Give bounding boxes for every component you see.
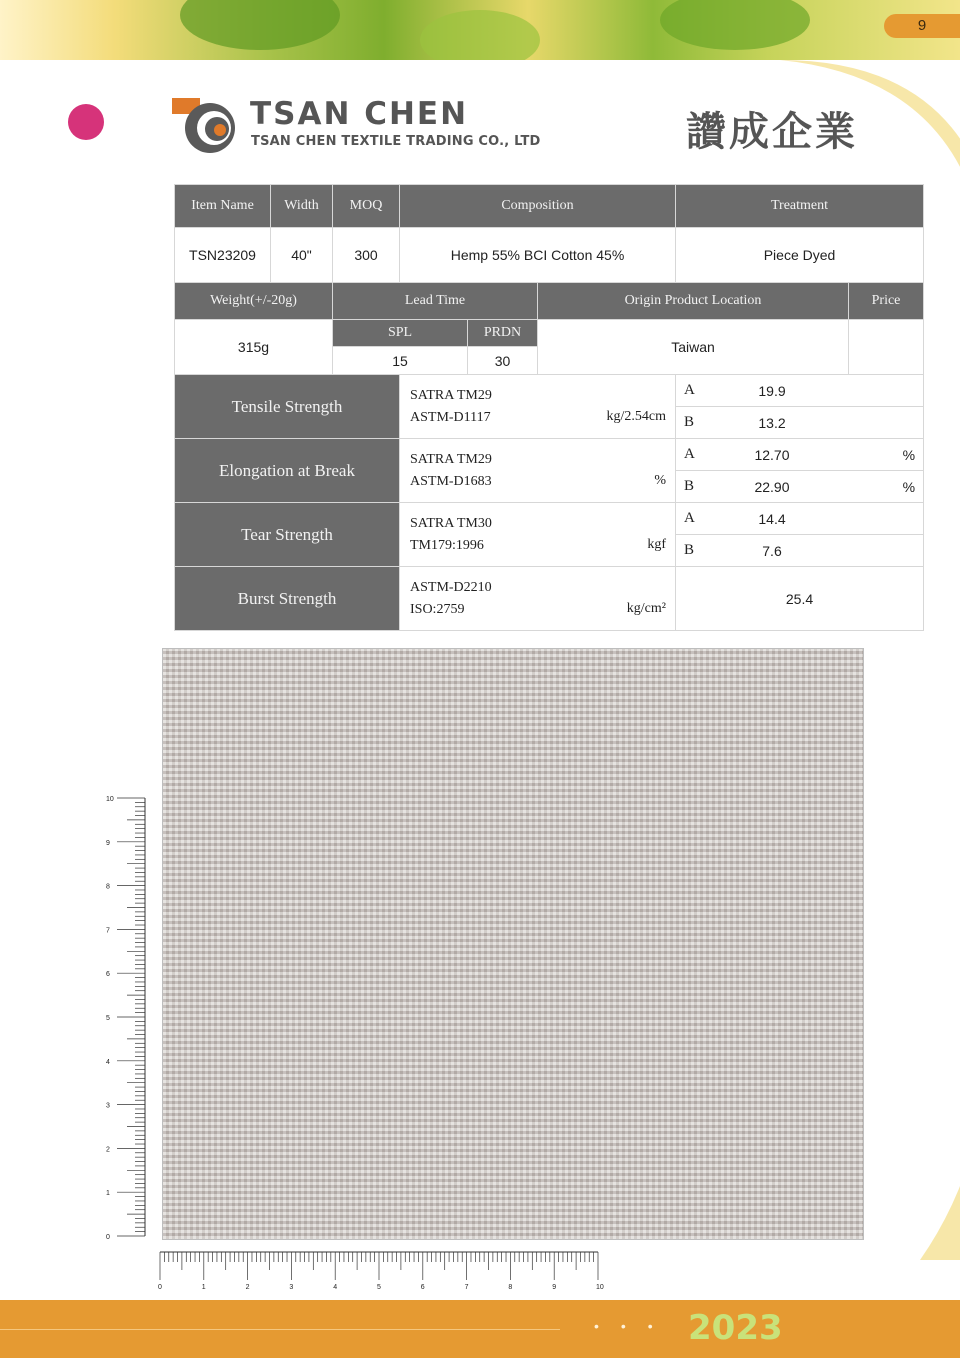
unit-a (849, 375, 924, 407)
label-b: B (676, 407, 696, 439)
ruler-label: 8 (508, 1284, 513, 1291)
ruler-label: 1 (106, 1190, 110, 1198)
ruler-label: 7 (106, 927, 110, 935)
method-line-2: ASTM-D1117 (410, 409, 491, 425)
method-line-1: SATRA TM30 (410, 515, 492, 531)
header-composition: Composition (400, 185, 676, 228)
page-number-tab: 9 (884, 14, 960, 38)
ruler-label: 7 (464, 1284, 469, 1291)
test-name-tear: Tear Strength (175, 503, 400, 567)
ruler-label: 4 (333, 1284, 338, 1291)
width-value: 40" (271, 228, 333, 283)
price-value (849, 320, 924, 375)
test-unit: kgf (647, 537, 666, 552)
test-name-burst: Burst Strength (175, 567, 400, 631)
unit-a (849, 503, 924, 535)
item-name-value: TSN23209 (175, 228, 271, 283)
footer-line (0, 1329, 560, 1330)
ruler-label: 1 (201, 1284, 206, 1291)
method-line-2: ISO:2759 (410, 601, 465, 617)
unit-a: % (849, 439, 924, 471)
burst-value: 25.4 (676, 567, 924, 631)
ruler-label: 6 (106, 971, 110, 979)
ruler-label: 10 (596, 1284, 604, 1291)
label-b: B (676, 535, 696, 567)
method-line-2: TM179:1996 (410, 537, 484, 553)
composition-value: Hemp 55% BCI Cotton 45% (400, 228, 676, 283)
header-price: Price (849, 283, 924, 320)
method-line-1: ASTM-D2210 (410, 579, 492, 595)
value-a: 19.9 (696, 375, 849, 407)
header-prdn: PRDN (468, 320, 538, 347)
spl-value: 15 (333, 347, 468, 375)
company-logo-icon (170, 96, 240, 156)
ruler-label: 5 (106, 1015, 110, 1022)
brand-chinese-name: 讚成企業 (686, 109, 858, 155)
value-b: 22.90 (696, 471, 849, 503)
test-method-elongation (400, 439, 676, 503)
ruler-label: 10 (106, 796, 114, 803)
ruler-label: 9 (552, 1284, 557, 1291)
label-a: A (676, 439, 696, 471)
ruler-label: 0 (106, 1234, 110, 1240)
ruler-label: 8 (106, 883, 110, 891)
treatment-value: Piece Dyed (676, 228, 924, 283)
header-item-name: Item Name (175, 185, 271, 228)
value-a: 14.4 (696, 503, 849, 535)
value-b: 13.2 (696, 407, 849, 439)
test-method-tear (400, 503, 676, 567)
unit-b (849, 535, 924, 567)
method-line-1: SATRA TM29 (410, 387, 492, 403)
weight-value: 315g (175, 320, 333, 375)
pink-dot-marker (68, 104, 104, 140)
test-unit: kg/cm² (626, 601, 666, 616)
test-unit: kg/2.54cm (606, 409, 666, 424)
unit-b: % (849, 471, 924, 503)
header-moq: MOQ (333, 185, 400, 228)
ruler-label: 3 (289, 1284, 294, 1291)
brand-name: TSAN CHEN (250, 96, 469, 132)
value-b: 7.6 (696, 535, 849, 567)
header-weight: Weight(+/-20g) (175, 283, 333, 320)
header-lead-time: Lead Time (333, 283, 538, 320)
label-b: B (676, 471, 696, 503)
vertical-ruler (100, 790, 150, 1240)
footer-year: 2023 (688, 1308, 783, 1348)
footer-dots: ••• (594, 1318, 675, 1334)
test-unit: % (654, 473, 666, 488)
fabric-swatch-image (162, 648, 864, 1240)
ruler-label: 6 (420, 1284, 425, 1291)
header-treatment: Treatment (676, 185, 924, 228)
header-width: Width (271, 185, 333, 228)
value-a: 12.70 (696, 439, 849, 471)
horizontal-ruler (150, 1248, 610, 1293)
header-origin: Origin Product Location (538, 283, 849, 320)
ruler-label: 5 (377, 1284, 381, 1291)
ruler-label: 0 (158, 1284, 162, 1291)
ruler-label: 3 (106, 1102, 110, 1110)
test-method-burst (400, 567, 676, 631)
header-spl: SPL (333, 320, 468, 347)
ruler-label: 2 (245, 1284, 250, 1291)
unit-b (849, 407, 924, 439)
method-line-2: ASTM-D1683 (410, 473, 492, 489)
label-a: A (676, 503, 696, 535)
test-name-tensile: Tensile Strength (175, 375, 400, 439)
fabric-spec-table (174, 184, 924, 631)
test-name-elongation: Elongation at Break (175, 439, 400, 503)
ruler-label: 2 (106, 1146, 110, 1154)
method-line-1: SATRA TM29 (410, 451, 492, 467)
prdn-value: 30 (468, 347, 538, 375)
ruler-label: 9 (106, 839, 110, 847)
moq-value: 300 (333, 228, 400, 283)
origin-value: Taiwan (538, 320, 849, 375)
label-a: A (676, 375, 696, 407)
ruler-label: 4 (106, 1058, 110, 1066)
test-method-tensile (400, 375, 676, 439)
brand-subtitle: TSAN CHEN TEXTILE TRADING CO., LTD (251, 134, 541, 149)
